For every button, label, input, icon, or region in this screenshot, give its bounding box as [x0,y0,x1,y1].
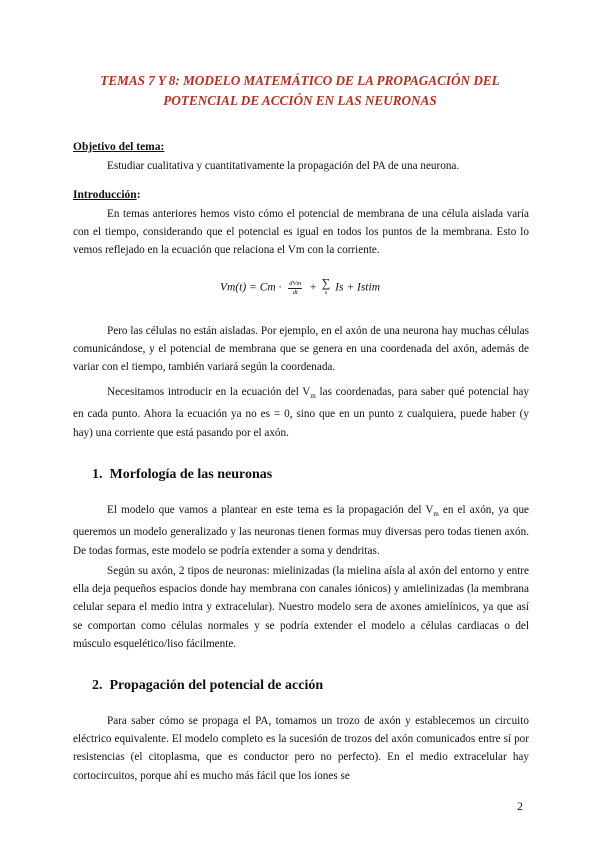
s1-p1-part-a: El modelo que vamos a plantear en este tema es la propagación del V [107,504,434,516]
eq-lhs: Vm(t) [219,281,247,294]
intro-p3-part-a: Necesitamos introducir en la ecuación del V [107,386,311,398]
introduccion-heading-label: Introducción [73,189,137,201]
intro-p3-subscript: m [310,392,316,401]
s1-p1-subscript: m [433,510,439,519]
introduccion-heading-colon: : [136,189,141,201]
page-number: 2 [517,799,523,813]
eq-sum [321,276,331,297]
eq-is: Is [335,281,344,294]
section-1-paragraph-2: Según su axón, 2 tipos de neuronas: mielinizadas (la mielina aísla al axón del entorno y entre ella deja pequeños espacios donde hay membrana con canales iónicos) y amielinizadas (la membrana celular separa el medio intra y extracelular). Nuestro modelo sera de axones amielínicos, ya que así se comportan como células normales y se podría extender el modelo a células cardiacas o del músculo esquelético/liso fácilmente. [73,565,529,650]
section-1-heading [92,467,272,483]
section-2-title: Propagación del potencial de acción [109,678,324,693]
introduccion-paragraph-2: Pero las células no están aisladas. Por ejemplo, en el axón de una neurona hay muchas células comunicándose, y el potencial de membrana que se genera en una coordenada del axón, además de variar con el tiempo, también variará según la coordenada. [73,325,529,374]
section-2-number: 2. [92,678,103,693]
eq-frac-denominator: dt [292,288,298,296]
eq-equals: = [249,281,257,294]
section-2-paragraph-1: Para saber cómo se propaga el PA, tomamos un trozo de axón y establecemos un circuito eléctrico equivalente. El modelo completo es la sucesión de trozos del axón comunicados entre sí por resistencias (el citoplasma, que es conductor pero no perfecto). En el medio extracelular hay cortocircuitos, porque ahí es mucho más fácil que los iones se [73,715,529,782]
membrane-equation [0,276,600,297]
objetivo-text: Estudiar cualitativa y cuantitativamente la propagación del PA de una neurona. [107,160,460,172]
eq-sum-subscript: s [324,289,328,296]
document-title [70,71,530,111]
introduccion-paragraph-3 [73,383,529,442]
eq-fraction [288,280,302,297]
title-line-2: POTENCIAL DE ACCIÓN EN LAS NEURONAS [163,93,437,108]
section-1-title: Morfología de las neuronas [109,467,273,482]
eq-plus-1: + [309,281,317,294]
section-1-number: 1. [92,467,103,482]
section-1-paragraph-1 [73,501,529,560]
eq-sum-symbol: ∑ [321,276,331,290]
intro-p3-part-b: las coordenadas, para saber qué potencial hay en cada punto. Ahora la ecuación ya no es = 0, sino que en un punto z cualquiera, puede haber (y hay) una corriente que está pasando por el axón. [73,386,529,439]
eq-frac-numerator: dVm [289,279,302,287]
eq-cm: Cm · [259,281,282,294]
objetivo-heading: Objetivo del tema: [73,141,165,153]
title-line-1: TEMAS 7 Y 8: MODELO MATEMÁTICO DE LA PROPAGACIÓN DEL [100,73,500,88]
eq-plus-2: + [346,281,355,294]
introduccion-paragraph-1: En temas anteriores hemos visto cómo el potencial de membrana de una célula aislada varía con el tiempo, considerando que el potencial es igual en todos los puntos de la membrana. Esto lo vemos reflejado en la ecuación que relaciona el Vm con la corriente. [73,208,529,257]
introduccion-heading [73,189,141,201]
section-2-heading [92,678,323,694]
eq-istim: Istim [357,281,380,294]
s1-p1-part-b: en el axón, ya que queremos un modelo generalizado y las neuronas tienen formas muy diversas pero todas tienen axón. De todas formas, este modelo se podría extender a soma y dendritas. [73,504,530,557]
